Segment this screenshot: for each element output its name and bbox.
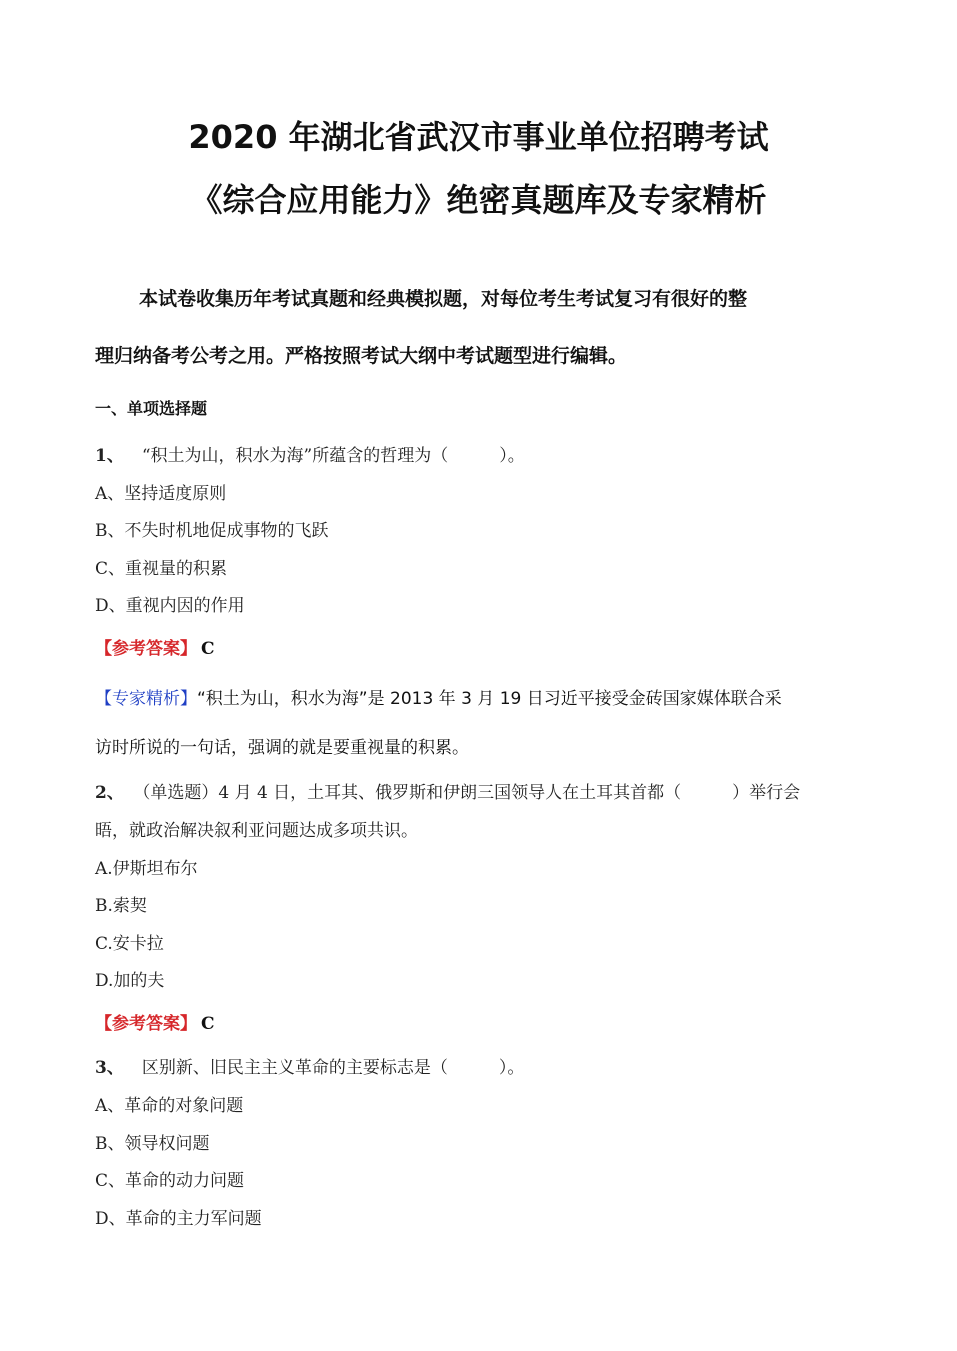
answer-value: C [201,1014,215,1034]
question-1-stem [95,441,870,466]
analysis-tag: 【专家精析】 [95,689,197,709]
document-title-line-1: 2020 年湖北省武汉市事业单位招聘考试 [188,118,769,156]
analysis-text-1: “积土为山，积水为海”是 2013 年 3 月 19 日习近平接受金砖国家媒体联合采 [197,689,782,709]
question-2-option-c: C.安卡拉 [95,934,164,954]
question-3-option-a: A、革命的对象问题 [95,1096,244,1116]
question-1-option-a: A、坚持适度原则 [95,484,227,504]
question-2-option-d: D.加的夫 [95,971,165,991]
question-3-text: 区别新、旧民主主义革命的主要标志是（ ）。 [141,1058,525,1078]
question-1-analysis-line-2: 访时所说的一句话，强调的就是要重视量的积累。 [95,738,469,758]
answer-value: C [201,639,215,659]
question-2-option-a: A.伊斯坦布尔 [95,859,198,879]
question-1-analysis-line-1 [95,684,870,709]
question-2-text: （单选题）4 月 4 日，土耳其、俄罗斯和伊朗三国领导人在土耳其首都（ ）举行会 [141,783,801,803]
question-3-option-b: B、领导权问题 [95,1134,210,1154]
question-2-option-b: B.索契 [95,896,147,916]
question-1-option-c: C、重视量的积累 [95,559,228,579]
question-3-number: 3、 [95,1058,124,1078]
intro-line-2: 理归纳备考公考之用。严格按照考试大纲中考试题型进行编辑。 [95,345,628,367]
answer-tag: 【参考答案】 [95,1014,197,1034]
question-2-stem-line-2: 晤，就政治解决叙利亚问题达成多项共识。 [95,821,418,841]
question-1-text: “积土为山，积水为海”所蕴含的哲理为（ ）。 [141,446,525,466]
document-title-line-2: 《综合应用能力》绝密真题库及专家精析 [190,181,767,219]
question-1-option-b: B、不失时机地促成事物的飞跃 [95,521,329,541]
question-1-option-d: D、重视内因的作用 [95,596,245,616]
section-heading: 一、单项选择题 [95,399,208,418]
question-2-stem-line-1 [95,778,870,803]
question-3-option-c: C、革命的动力问题 [95,1171,245,1191]
question-1-answer [95,634,215,659]
question-1-number: 1、 [95,446,124,466]
intro-line-1: 本试卷收集历年考试真题和经典模拟题，对每位考生考试复习有很好的整 [139,288,748,310]
question-3-stem [95,1053,870,1078]
question-2-answer [95,1009,215,1034]
answer-tag: 【参考答案】 [95,639,197,659]
question-3-option-d: D、革命的主力军问题 [95,1209,262,1229]
question-2-number: 2、 [95,783,124,803]
